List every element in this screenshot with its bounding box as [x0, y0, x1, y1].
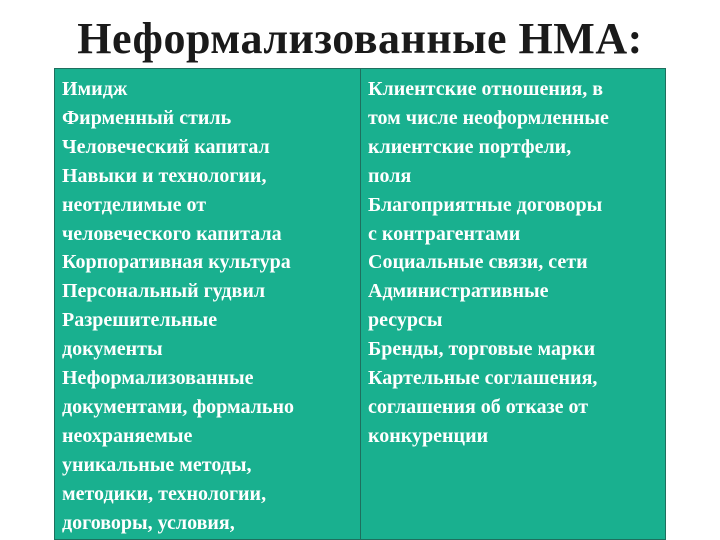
- right-column-list: [368, 75, 609, 451]
- list-item: Персональный гудвил: [62, 280, 266, 303]
- list-item: клиентские портфели,: [368, 135, 572, 158]
- list-item: Неформализованные: [62, 367, 254, 390]
- list-item: Человеческий капитал: [62, 135, 270, 158]
- left-column-list: [62, 75, 294, 538]
- list-item: Фирменный стиль: [62, 106, 232, 129]
- left-column: [55, 69, 361, 539]
- slide-title: Неформализованные НМА:: [77, 14, 643, 63]
- list-item: Навыки и технологии,: [62, 164, 267, 187]
- list-item: Благоприятные договоры: [368, 193, 603, 216]
- list-item: соглашения об отказе от: [368, 395, 589, 418]
- list-item: Корпоративная культура: [62, 251, 291, 274]
- list-item: неотделимые от: [62, 193, 207, 216]
- list-item: конкуренции: [368, 424, 489, 447]
- list-item: неохраняемые: [62, 424, 193, 447]
- list-item: человеческого капитала: [62, 222, 282, 245]
- list-item: Клиентские отношения, в: [368, 78, 604, 100]
- list-item: ресурсы: [368, 309, 443, 332]
- list-item: методики, технологии,: [62, 482, 267, 505]
- list-item: документами, формально: [62, 395, 294, 418]
- list-item: Административные: [368, 280, 549, 303]
- list-item: Разрешительные: [62, 309, 218, 332]
- list-item: том числе неоформленные: [368, 106, 609, 129]
- list-item: Имидж: [62, 78, 128, 100]
- list-item: поля: [368, 164, 412, 187]
- list-item: уникальные методы,: [62, 453, 252, 476]
- right-column: [361, 69, 665, 539]
- list-item: Картельные соглашения,: [368, 367, 598, 390]
- list-item: договоры, условия,: [62, 511, 235, 534]
- list-item: документы: [62, 338, 163, 361]
- list-item: Социальные связи, сети: [368, 251, 588, 274]
- list-item: с контрагентами: [368, 222, 521, 245]
- list-item: Бренды, торговые марки: [368, 338, 596, 361]
- content-table: [54, 68, 666, 540]
